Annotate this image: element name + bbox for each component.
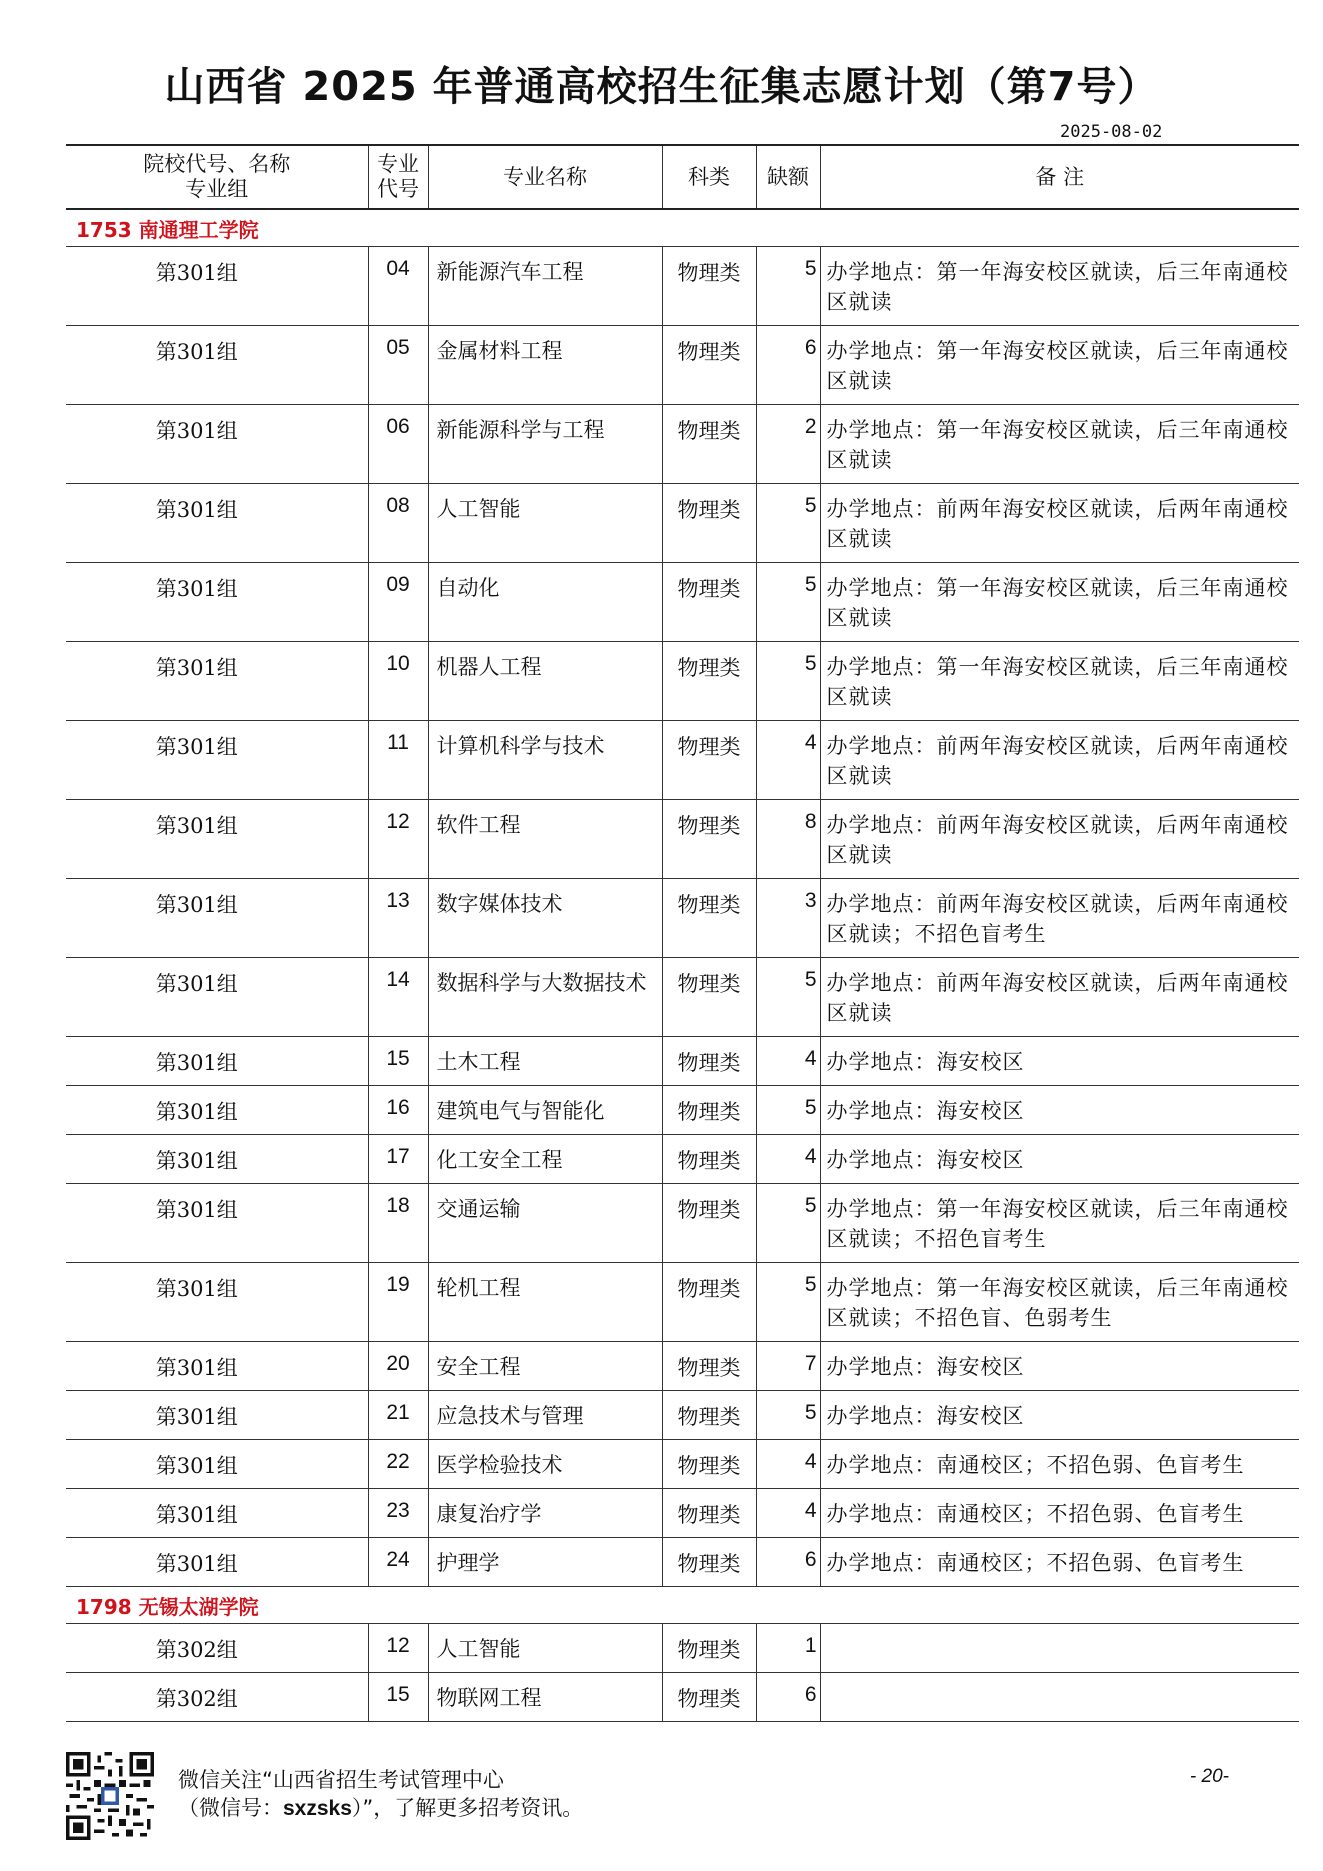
note-cell: 办学地点：第一年海安校区就读，后三年南通校区就读 [820,563,1299,642]
quota-cell: 5 [756,1391,820,1440]
group-cell: 第301组 [66,721,368,800]
category-cell: 物理类 [662,1489,756,1538]
major-code-cell: 05 [368,326,428,405]
table-row [66,1673,1299,1722]
group-cell: 第302组 [66,1673,368,1722]
quota-cell: 5 [756,1263,820,1342]
major-name-cell: 机器人工程 [428,642,662,721]
major-name-cell: 交通运输 [428,1184,662,1263]
major-name-cell: 金属材料工程 [428,326,662,405]
university-row [66,209,1299,247]
quota-cell: 6 [756,1538,820,1587]
header-major-code-line1: 专业 [377,152,419,176]
major-name-cell: 人工智能 [428,1624,662,1673]
note-cell [820,1673,1299,1722]
note-cell: 办学地点：第一年海安校区就读，后三年南通校区就读 [820,405,1299,484]
category-cell: 物理类 [662,1135,756,1184]
group-cell: 第301组 [66,405,368,484]
footer-text [178,1766,583,1823]
note-cell: 办学地点：南通校区；不招色弱、色盲考生 [820,1440,1299,1489]
page-footer [66,1752,1299,1842]
category-cell: 物理类 [662,721,756,800]
major-name-cell: 康复治疗学 [428,1489,662,1538]
major-name-cell: 护理学 [428,1538,662,1587]
category-cell: 物理类 [662,1263,756,1342]
major-code-cell: 08 [368,484,428,563]
enrollment-table [66,144,1299,1722]
table-row [66,1037,1299,1086]
header-quota: 缺额 [756,145,820,209]
major-name-cell: 土木工程 [428,1037,662,1086]
group-cell: 第301组 [66,1538,368,1587]
group-cell: 第301组 [66,1135,368,1184]
table-row [66,247,1299,326]
note-cell: 办学地点：第一年海安校区就读，后三年南通校区就读；不招色盲、色弱考生 [820,1263,1299,1342]
group-cell: 第301组 [66,563,368,642]
category-cell: 物理类 [662,1440,756,1489]
major-name-cell: 应急技术与管理 [428,1391,662,1440]
university-label: 1798 无锡太湖学院 [66,1587,1299,1624]
category-cell: 物理类 [662,1391,756,1440]
major-code-cell: 13 [368,879,428,958]
major-code-cell: 19 [368,1263,428,1342]
table-row [66,1391,1299,1440]
header-major-code [368,145,428,209]
quota-cell: 5 [756,484,820,563]
header-notes: 备 注 [820,145,1299,209]
category-cell: 物理类 [662,1538,756,1587]
note-cell: 办学地点：海安校区 [820,1391,1299,1440]
quota-cell: 4 [756,1037,820,1086]
note-cell: 办学地点：海安校区 [820,1135,1299,1184]
note-cell: 办学地点：前两年海安校区就读，后两年南通校区就读 [820,484,1299,563]
quota-cell: 5 [756,958,820,1037]
table-row [66,642,1299,721]
major-name-cell: 物联网工程 [428,1673,662,1722]
major-name-cell: 安全工程 [428,1342,662,1391]
header-major-name: 专业名称 [428,145,662,209]
note-cell: 办学地点：前两年海安校区就读，后两年南通校区就读；不招色盲考生 [820,879,1299,958]
quota-cell: 7 [756,1342,820,1391]
quota-cell: 4 [756,721,820,800]
major-code-cell: 23 [368,1489,428,1538]
major-code-cell: 17 [368,1135,428,1184]
group-cell: 第301组 [66,1342,368,1391]
note-cell: 办学地点：第一年海安校区就读，后三年南通校区就读 [820,247,1299,326]
header-major-code-line2: 代号 [377,177,419,201]
table-row [66,1086,1299,1135]
table-row [66,326,1299,405]
note-cell: 办学地点：海安校区 [820,1037,1299,1086]
category-cell: 物理类 [662,1184,756,1263]
group-cell: 第301组 [66,326,368,405]
note-cell [820,1624,1299,1673]
major-name-cell: 数据科学与大数据技术 [428,958,662,1037]
quota-cell: 5 [756,563,820,642]
major-name-cell: 医学检验技术 [428,1440,662,1489]
group-cell: 第301组 [66,800,368,879]
quota-cell: 5 [756,1086,820,1135]
note-cell: 办学地点：第一年海安校区就读，后三年南通校区就读 [820,642,1299,721]
major-name-cell: 化工安全工程 [428,1135,662,1184]
major-code-cell: 12 [368,800,428,879]
group-cell: 第301组 [66,642,368,721]
table-row [66,721,1299,800]
quota-cell: 6 [756,326,820,405]
major-code-cell: 06 [368,405,428,484]
note-cell: 办学地点：海安校区 [820,1342,1299,1391]
quota-cell: 5 [756,247,820,326]
major-code-cell: 12 [368,1624,428,1673]
note-cell: 办学地点：南通校区；不招色弱、色盲考生 [820,1538,1299,1587]
group-cell: 第301组 [66,958,368,1037]
major-code-cell: 20 [368,1342,428,1391]
footer-line1: 微信关注“山西省招生考试管理中心 [178,1768,504,1792]
table-row [66,405,1299,484]
group-cell: 第301组 [66,1086,368,1135]
publish-date: 2025-08-02 [1060,122,1163,142]
group-cell: 第301组 [66,1391,368,1440]
category-cell: 物理类 [662,1037,756,1086]
footer-line2-suffix: ）”，了解更多招考资讯。 [351,1796,584,1820]
category-cell: 物理类 [662,247,756,326]
group-cell: 第301组 [66,1037,368,1086]
category-cell: 物理类 [662,1624,756,1673]
quota-cell: 8 [756,800,820,879]
quota-cell: 6 [756,1673,820,1722]
note-cell: 办学地点：南通校区；不招色弱、色盲考生 [820,1489,1299,1538]
quota-cell: 4 [756,1135,820,1184]
category-cell: 物理类 [662,958,756,1037]
category-cell: 物理类 [662,1673,756,1722]
major-name-cell: 新能源科学与工程 [428,405,662,484]
quota-cell: 2 [756,405,820,484]
major-name-cell: 轮机工程 [428,1263,662,1342]
table-row [66,1263,1299,1342]
quota-cell: 4 [756,1440,820,1489]
quota-cell: 4 [756,1489,820,1538]
header-school-line1: 院校代号、名称 [143,152,291,176]
note-cell: 办学地点：前两年海安校区就读，后两年南通校区就读 [820,800,1299,879]
major-code-cell: 09 [368,563,428,642]
table-row [66,484,1299,563]
header-school-line2: 专业组 [185,177,249,201]
group-cell: 第301组 [66,1489,368,1538]
major-code-cell: 22 [368,1440,428,1489]
header-category: 科类 [662,145,756,209]
group-cell: 第302组 [66,1624,368,1673]
major-name-cell: 人工智能 [428,484,662,563]
university-row [66,1587,1299,1624]
qr-code-icon [66,1752,154,1840]
table-row [66,1624,1299,1673]
quota-cell: 5 [756,642,820,721]
note-cell: 办学地点：第一年海安校区就读，后三年南通校区就读 [820,326,1299,405]
table-row [66,1135,1299,1184]
table-row [66,563,1299,642]
major-code-cell: 18 [368,1184,428,1263]
footer-line2 [178,1794,583,1823]
major-code-cell: 16 [368,1086,428,1135]
quota-cell: 1 [756,1624,820,1673]
major-code-cell: 15 [368,1037,428,1086]
page-number: - 20- [1189,1766,1229,1787]
page-title: 山西省 2025 年普通高校招生征集志愿计划（第7号） [164,64,1159,110]
group-cell: 第301组 [66,1440,368,1489]
category-cell: 物理类 [662,642,756,721]
header-school [66,145,368,209]
major-name-cell: 自动化 [428,563,662,642]
table-row [66,879,1299,958]
table-row [66,1489,1299,1538]
wechat-id: sxzsks [283,1797,352,1820]
table-header-row [66,145,1299,209]
table-row [66,1538,1299,1587]
major-code-cell: 24 [368,1538,428,1587]
group-cell: 第301组 [66,484,368,563]
category-cell: 物理类 [662,800,756,879]
footer-line2-prefix: （微信号： [178,1796,283,1820]
category-cell: 物理类 [662,879,756,958]
table-row [66,1440,1299,1489]
note-cell: 办学地点：前两年海安校区就读，后两年南通校区就读 [820,958,1299,1037]
major-code-cell: 11 [368,721,428,800]
note-cell: 办学地点：第一年海安校区就读，后三年南通校区就读；不招色盲考生 [820,1184,1299,1263]
category-cell: 物理类 [662,1086,756,1135]
group-cell: 第301组 [66,879,368,958]
major-name-cell: 软件工程 [428,800,662,879]
table-row [66,800,1299,879]
major-name-cell: 数字媒体技术 [428,879,662,958]
major-name-cell: 新能源汽车工程 [428,247,662,326]
category-cell: 物理类 [662,563,756,642]
quota-cell: 3 [756,879,820,958]
category-cell: 物理类 [662,326,756,405]
major-name-cell: 建筑电气与智能化 [428,1086,662,1135]
note-cell: 办学地点：海安校区 [820,1086,1299,1135]
major-name-cell: 计算机科学与技术 [428,721,662,800]
major-code-cell: 14 [368,958,428,1037]
group-cell: 第301组 [66,1184,368,1263]
table-row [66,1184,1299,1263]
major-code-cell: 10 [368,642,428,721]
table-row [66,958,1299,1037]
table-row [66,1342,1299,1391]
major-code-cell: 21 [368,1391,428,1440]
table-body [66,209,1299,1722]
major-code-cell: 04 [368,247,428,326]
group-cell: 第301组 [66,1263,368,1342]
major-code-cell: 15 [368,1673,428,1722]
group-cell: 第301组 [66,247,368,326]
note-cell: 办学地点：前两年海安校区就读，后两年南通校区就读 [820,721,1299,800]
category-cell: 物理类 [662,1342,756,1391]
category-cell: 物理类 [662,405,756,484]
university-label: 1753 南通理工学院 [66,209,1299,247]
category-cell: 物理类 [662,484,756,563]
quota-cell: 5 [756,1184,820,1263]
